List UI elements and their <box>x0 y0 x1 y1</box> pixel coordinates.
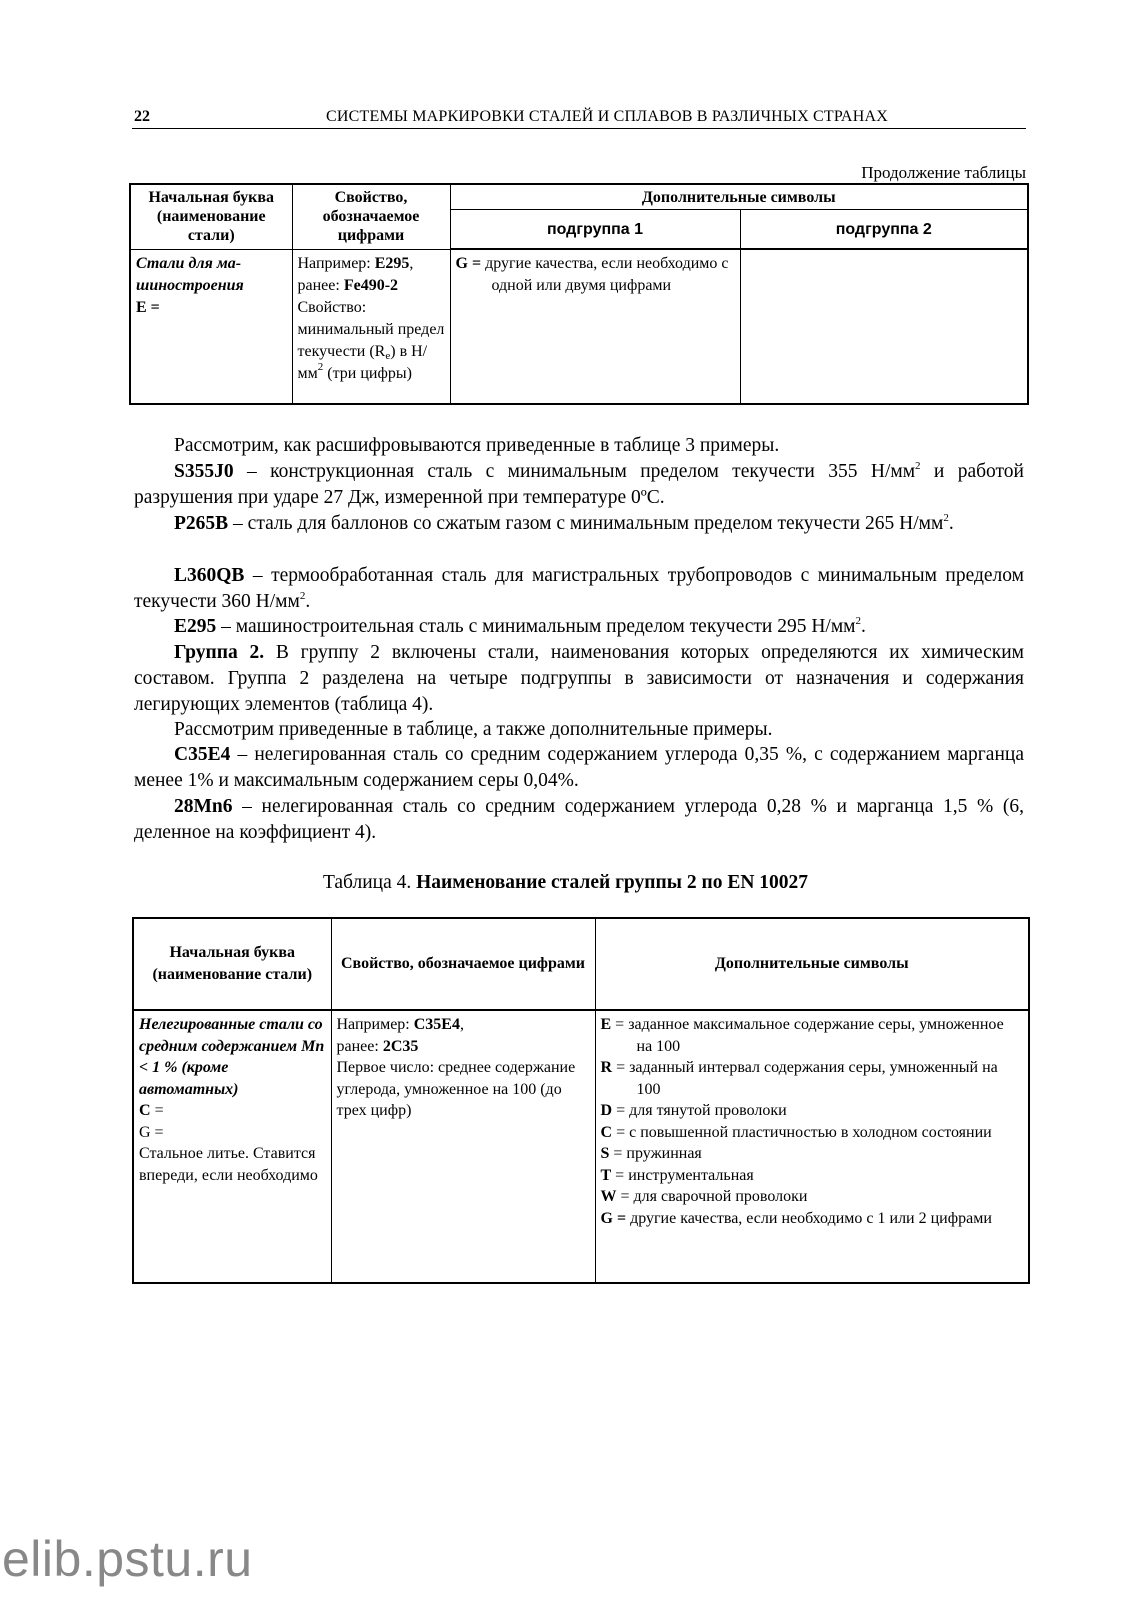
paragraph: Рассмотрим приведенные в таблице, а также дополнительные примеры. <box>174 719 773 740</box>
running-title: СИСТЕМЫ МАРКИРОВКИ СТАЛЕЙ И СПЛАВОВ В РАЗЛИЧНЫХ СТРАНАХ <box>326 108 888 125</box>
t1-cell-name <box>130 249 292 404</box>
table-3-continuation <box>129 183 1029 405</box>
table-4 <box>132 917 1030 1284</box>
t1-steel-code: E = <box>136 298 160 316</box>
t2-previous-code: 2C35 <box>382 1037 419 1055</box>
t1-header-name: Начальная буква (наименование стали) <box>130 184 292 249</box>
t2-cell-name: Нелегированные стали со средним содержанием Mn < 1 % (кроме автоматных) C = G = Стальное литье. Ставится впереди, если необходимо <box>133 1010 331 1283</box>
symbol-entry: T = инструментальная <box>600 1166 754 1184</box>
t2-cast-note: Стальное литье. Ставится впереди, если необходимо <box>139 1145 318 1184</box>
watermark: elib.pstu.ru <box>2 1531 253 1587</box>
running-header <box>132 106 1026 129</box>
table-4-caption: Таблица 4. Наименование сталей группы 2 по EN 10027 <box>322 872 809 893</box>
symbol-entry: C = с повышенной пластичностью в холодном состоянии <box>600 1123 992 1141</box>
t1-cell-property: Например: E295, ранее: Fe490-2 Свойство: минимальный предел текучести $(R_e)$ в $Н/мм^2$ (три цифры) <box>292 249 450 404</box>
t1-symbol-entry: G = другие качества, если необходимо с одной или двумя цифрами <box>455 255 729 294</box>
t2-header-extra: Дополнительные символы <box>595 918 1029 1010</box>
paragraph: 28Mn6 – нелегированная сталь со средним содержанием углерода 0,28 % и марганца 1,5 % (6, деленное на коэффициент 4). <box>134 796 1024 843</box>
paragraph: E295 – машиностроительная сталь с минимальным пределом текучести 295 $Н/мм^2$. <box>174 615 866 637</box>
t2-header-name: Начальная буква (наименование стали) <box>133 918 331 1010</box>
t2-steel-group-name: Нелегированные стали со средним содержанием Mn < 1 % (кроме автоматных) <box>139 1016 325 1098</box>
symbol-entry: S = пружинная <box>600 1145 702 1162</box>
t2-header-property: Свойство, обозначаемое цифрами <box>331 918 595 1010</box>
paragraph: Группа 2. В группу 2 включены стали, наименования которых определяются их химическим составом. Группа 2 разделена на четыре подгруппы в зависимости от назначения и содержания легирующих элементов (таблица 4). <box>134 642 1024 715</box>
table-continuation-label: Продолжение таблицы <box>861 163 1026 182</box>
symbol-entry: W = для сварочной проволоки <box>600 1188 808 1205</box>
t1-steel-group-name: Стали для ма-шиностроения <box>136 254 244 294</box>
symbol-entry: D = для тянутой проволоки <box>600 1102 787 1119</box>
t1-header-extra: Дополнительные символы <box>450 184 1028 210</box>
paragraph: P265B – сталь для баллонов со сжатым газом с минимальным пределом текучести 265 $Н/мм^2$. <box>174 512 954 534</box>
page-number: 22 <box>134 108 150 125</box>
t2-example-code: C35E4 <box>413 1016 460 1033</box>
t1-previous-code: Fe490-2 <box>343 276 399 294</box>
t1-header-property: Свойство, обозначаемое цифрами <box>292 184 450 249</box>
t2-cell-property: Например: C35E4, ранее: 2C35 Первое число: среднее содержание углерода, умноженное на 100 (до трех цифр) <box>331 1010 595 1283</box>
t1-cell-subgroup-2 <box>740 249 1028 404</box>
t1-header-subgroup-2: подгруппа 2 <box>740 210 1028 250</box>
symbol-entry: R = заданный интервал содержания серы, умноженный на 100 <box>600 1059 998 1098</box>
t1-header-subgroup-1: подгруппа 1 <box>450 210 740 250</box>
paragraph: C35E4 – нелегированная сталь со средним содержанием углерода 0,35 %, с содержанием марганца менее 1% и максимальным содержанием серы 0,04%. <box>134 744 1024 791</box>
paragraph: Рассмотрим, как расшифровываются приведенные в таблице 3 примеры. <box>174 435 780 456</box>
paragraph: L360QB – термообработанная сталь для магистральных трубопроводов с минимальным пределом текучести 360 $Н/мм^2$. <box>134 565 1024 612</box>
t2-cell-symbols <box>595 1010 1029 1283</box>
t1-cell-subgroup-1 <box>450 249 740 404</box>
symbol-entry: G = другие качества, если необходимо с 1 или 2 цифрами <box>600 1209 992 1227</box>
paragraph: S355J0 – конструкционная сталь с минимальным пределом текучести 355 $Н/мм^2$ и работой разрушения при ударе 27 Дж, измеренной при температуре 0ºС. <box>134 460 1024 508</box>
symbol-entry: E = заданное максимальное содержание серы, умноженное на 100 <box>600 1016 1004 1055</box>
t1-example-code: E295 <box>374 254 410 272</box>
